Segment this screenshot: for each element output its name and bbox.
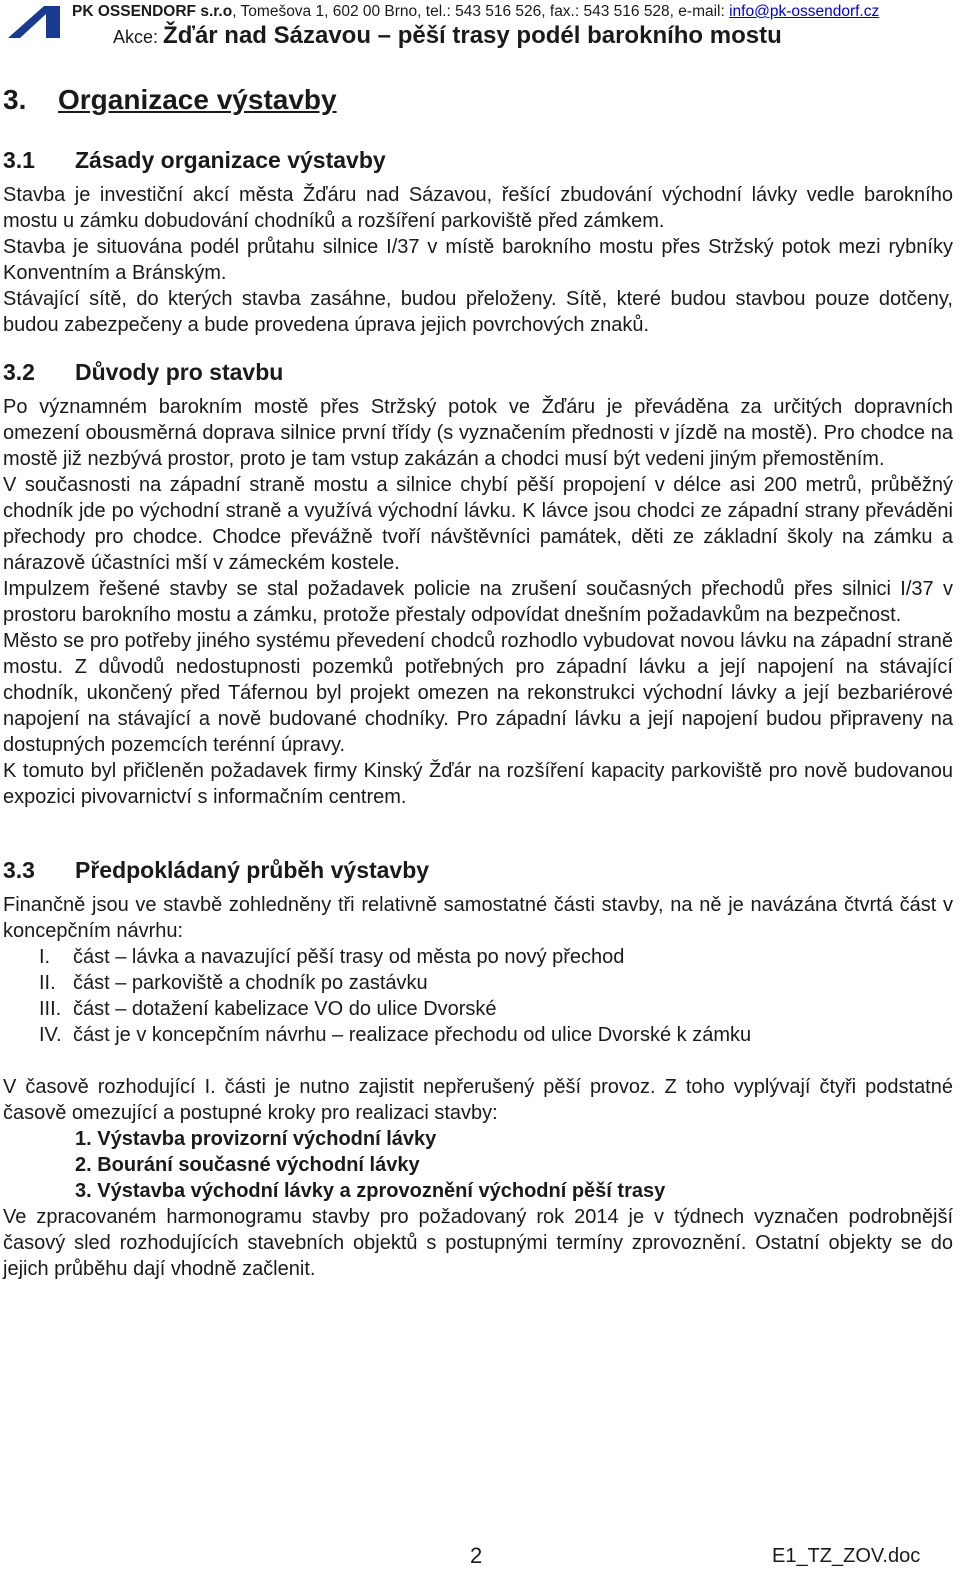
- project-line: [113, 22, 782, 50]
- paragraph: Po významném barokním mostě přes Stržský potok ve Žďáru je převáděna za určitých dopravních omezení obousměrná doprava silnice první třídy (s vyznačením přednosti v jízdě na mostě). Pro chodce na mostě již nezbývá prostor, proto je tam vstup zakázán a chodci musí být vedeni jiným přemostěním.: [3, 396, 953, 470]
- email-link[interactable]: info@pk-ossendorf.cz: [729, 3, 880, 20]
- section-title-text: Důvody pro stavbu: [75, 359, 284, 385]
- list-item-text: část – parkoviště a chodník po zastávku: [73, 972, 428, 994]
- company-logo-icon: [6, 4, 62, 40]
- list-item-text: část je v koncepčním návrhu – realizace přechodu od ulice Dvorské k zámku: [73, 1024, 752, 1046]
- paragraph: Stávající sítě, do kterých stavba zasáhne, budou přeloženy. Sítě, které budou stavbou pouze dotčeny, budou zabezpečeny a bude provedena úprava jejich povrchových znaků.: [3, 288, 953, 336]
- section-title-text: Zásady organizace výstavby: [75, 147, 386, 173]
- section-3-3-body: [3, 892, 953, 1282]
- project-prefix: Akce:: [113, 27, 164, 47]
- chapter-title-text: Organizace výstavby: [58, 84, 337, 115]
- paragraph: V časově rozhodující I. části je nutno zajistit nepřerušený pěší provoz. Z toho vyplývají čtyři podstatné časově omezující a postupné kroky pro realizaci stavby:: [3, 1076, 953, 1124]
- company-info-line: [72, 3, 879, 21]
- chapter-number: 3.: [3, 84, 27, 115]
- list-item: [3, 944, 953, 970]
- section-3-2-title: [3, 356, 953, 388]
- paragraph: Impulzem řešené stavby se stal požadavek policie na zrušení současných přechodů přes silnici I/37 v prostoru barokního mostu a zámku, protože přestaly odpovídat dnešním požadavkům na bezpečnost.: [3, 578, 953, 626]
- company-address: , Tomešova 1, 602 00 Brno, tel.: 543 516 526, fax.: 543 516 528, e-mail:: [232, 3, 730, 20]
- paragraph: Ve zpracovaném harmonogramu stavby pro požadovaný rok 2014 je v týdnech vyznačen podrobnější časový sled rozhodujících stavebních objektů s postupnými termíny zprovoznění. Ostatní objekty se do jejich průběhu dají vhodně začlenit.: [3, 1206, 953, 1280]
- step-item: 2. Bourání současné východní lávky: [75, 1154, 420, 1176]
- list-item-text: část – lávka a navazující pěší trasy od města po nový přechod: [73, 946, 625, 968]
- page-header: [0, 0, 960, 56]
- list-item-number: IV.: [39, 1024, 62, 1046]
- section-3-1-title: [3, 144, 953, 176]
- paragraph: Město se pro potřeby jiného systému převedení chodců rozhodlo vybudovat novou lávku na západní straně mostu. Z důvodů nedostupnosti pozemků potřebných pro západní lávku a její napojení na stávající chodník, ukončený před Táfernou byl projekt omezen na rekonstrukci východní lávky a její bezbariérové napojení na stávající a nově budované chodníky. Pro západní lávku a její napojení budou připraveny na dostupných pozemcích terénní úpravy.: [3, 630, 953, 756]
- list-item-number: II.: [39, 972, 56, 994]
- page-number: 2: [470, 1543, 483, 1568]
- section-3-1-body: [3, 182, 953, 338]
- company-name: PK OSSENDORF s.r.o: [72, 3, 233, 20]
- section-number: 3.2: [3, 359, 35, 385]
- file-name: E1_TZ_ZOV.doc: [772, 1545, 921, 1567]
- list-item-number: III.: [39, 998, 62, 1020]
- paragraph: Stavba je investiční akcí města Žďáru nad Sázavou, řešící zbudování východní lávky vedle barokního mostu u zámku dobudování chodníků a rozšíření parkoviště před zámkem.: [3, 184, 953, 232]
- project-name: Žďár nad Sázavou – pěší trasy podél barokního mostu: [163, 22, 782, 49]
- paragraph: Finančně jsou ve stavbě zohledněny tři relativně samostatné části stavby, na ně je navázána čtvrtá část v koncepčním návrhu:: [3, 894, 953, 942]
- list-item-number: I.: [39, 946, 51, 968]
- section-3-3-title: [3, 854, 953, 886]
- section-number: 3.1: [3, 147, 35, 173]
- list-item-text: část – dotažení kabelizace VO do ulice Dvorské: [73, 998, 497, 1020]
- steps-list: [3, 1126, 953, 1204]
- paragraph: K tomuto byl přičleněn požadavek firmy Kinský Žďár na rozšíření kapacity parkoviště pro nově budovanou expozici pivovarnictví s informačním centrem.: [3, 760, 953, 808]
- section-number: 3.3: [3, 857, 35, 883]
- list-item: [3, 970, 953, 996]
- spacer: [3, 1048, 953, 1074]
- chapter-title: [3, 84, 953, 124]
- step-item: 1. Výstavba provizorní východní lávky: [75, 1128, 437, 1150]
- paragraph: V současnosti na západní straně mostu a silnice chybí pěší propojení v délce asi 200 metrů, průběžný chodník jde po východní straně a využívá východní lávku. K lávce jsou chodci ze západní strany převáděni přechody pro chodce. Chodce převážně tvoří návštěvníci památek, děti ze základní školy na zámku a nárazově účastníci mší v zámeckém kostele.: [3, 474, 953, 574]
- section-3-2-body: [3, 394, 953, 810]
- parts-list: [3, 944, 953, 1048]
- step-item: 3. Výstavba východní lávky a zprovoznění východní pěší trasy: [75, 1180, 666, 1202]
- list-item: [3, 1022, 953, 1048]
- paragraph: Stavba je situována podél průtahu silnice I/37 v místě barokního mostu přes Stržský potok mezi rybníky Konventním a Bránským.: [3, 236, 953, 284]
- section-title-text: Předpokládaný průběh výstavby: [75, 857, 430, 883]
- list-item: [3, 996, 953, 1022]
- document-body: [3, 84, 953, 1282]
